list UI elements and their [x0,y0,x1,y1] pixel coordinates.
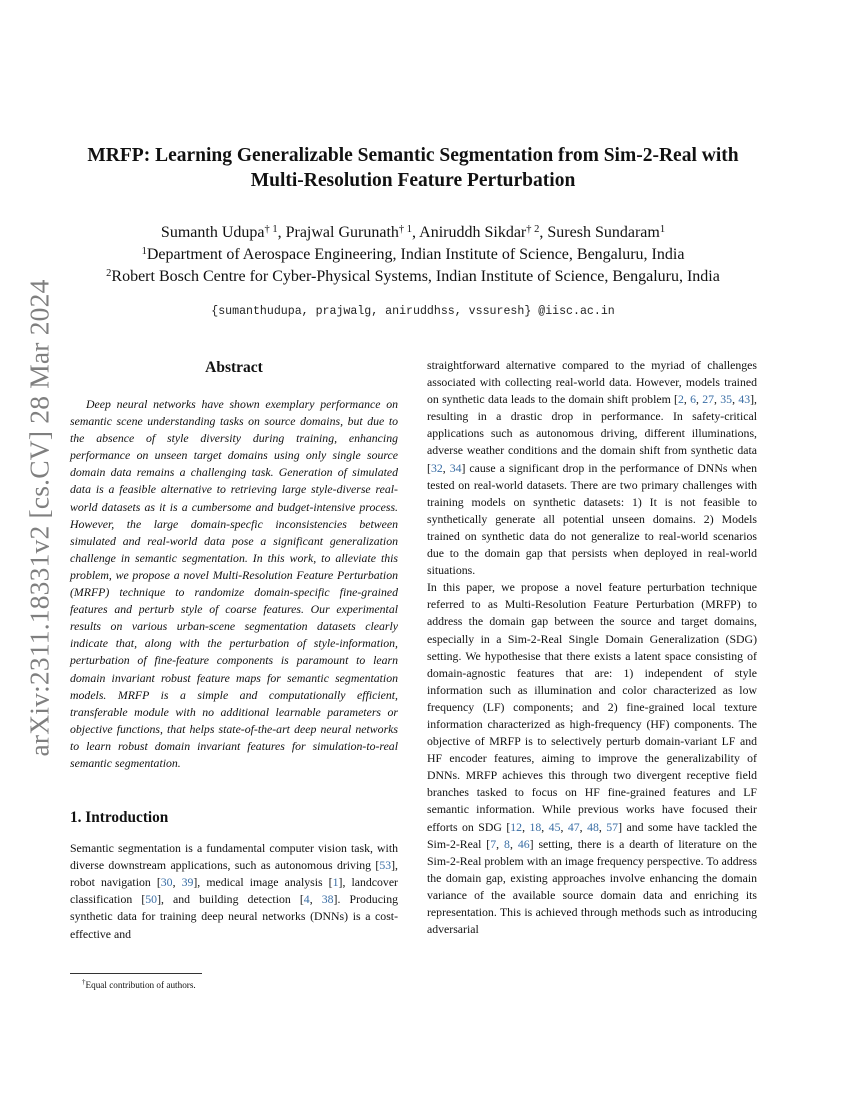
author-name: Aniruddh Sikdar [419,224,527,241]
citation-link[interactable]: 38 [321,892,334,907]
text-run: , [509,836,518,851]
author-name: Prajwal Gurunath [285,224,399,241]
author-mark: † 2 [526,224,540,235]
citation-link[interactable]: 18 [529,819,542,834]
author-emails: {sumanthudupa, prajwalg, aniruddhss, vssuresh} @iisc.ac.in [211,305,615,318]
author-mark: 1 [659,224,666,235]
left-column [70,358,398,943]
citation-link[interactable]: 1 [332,875,339,890]
title-line-1: MRFP: Learning Generalizable Semantic Segmentation from Sim-2-Real with [87,145,739,166]
text-run: straightforward alternative compared to the myriad of challenges associated with collecting real-world data. However, models trained on synthetic data leads to the domain shift problem [ [427,358,757,407]
author-names: Sumanth Udupa$^{\dagger 1}$, Prajwal Gurunath$^{\dagger 1}$, Aniruddh Sikdar$^{\dagger 2}$, Suresh Sundaram$^1$ [160,224,666,241]
author-mark: † 1 [398,224,413,235]
author-name: Sumanth Udupa [160,224,265,241]
citation-link[interactable]: 2 [677,392,684,407]
text-run: , [598,819,607,834]
citation-link[interactable]: 8 [504,836,510,851]
text-run: ], medical image analysis [ [193,875,333,890]
text-run: ] setting, there is a dearth of literature on the Sim-2-Real problem with an image frequency perspective. To address the domain gap, existing approaches involve enhancing the domain variance of the available source domain data and enriching its representation. This is achieved through methods such as introducing adversarial [427,836,757,937]
citation-link[interactable]: 27 [702,392,715,407]
intro-paragraph-continued [427,357,757,579]
citation-link[interactable]: 53 [379,858,392,873]
text-run: ], robot navigation [ [70,858,398,890]
citation-link[interactable]: 12 [510,819,523,834]
citation-link[interactable]: 45 [548,819,561,834]
introduction-heading: 1. Introduction [70,809,169,827]
citation-link[interactable]: 7 [490,836,497,851]
affiliation-mark: 1 [141,246,147,257]
affiliation-1 [60,244,766,266]
text-run: , [683,392,691,407]
text-run: , [560,819,568,834]
citation-link[interactable]: 46 [517,836,530,851]
arxiv-stamp [10,279,70,757]
author-mark: † 1 [264,224,278,235]
paper-title [60,143,766,193]
text-run: , [696,392,703,407]
text-run: ] and some have tackled the Sim-2-Real [ [427,819,757,851]
text-run: ], landcover classification [ [70,875,398,907]
abstract-text: Deep neural networks have shown exemplary performance on semantic scene understanding tasks on source domains, but due to the absence of style diversity during training, enhancing performance on unseen target domains using only single source domain data remains a challenging task. Generation of simulated data is a feasible alternative to retrieving large style-diverse real-world datasets as it is a cumbersome and budget-intensive process. However, the large domain-specfic inconsistencies between simulated and real-world data pose a significant generalization challenge in semantic segmentation. In this work, to alleviate this problem, we propose a novel Multi-Resolution Feature Perturbation (MRFP) technique to randomize domain-specific fine-grained features and perturb style of coarse features. Our experimental results on various urban-scene segmentation datasets clearly indicate that, along with the perturbation of style-information, perturbation of fine-feature components is paramount to learn domain invariant robust feature maps for semantic segmentation models. MRFP is a simple and computationally efficient, transferable module with no additional learnable parameters or objective functions, that helps state-of-the-art deep neural networks to learn robust domain invariant features for simulation-to-real semantic segmentation. [70,397,398,770]
text-run: In this paper, we propose a novel feature perturbation technique referred to as Multi-Resolution Feature Perturbation (MRFP) to address the domain gap between the source and target domains, especially in a Sim-2-Real Single Domain Generalization (SDG) setting. We hypothesise that there exists a latent space consisting of domain-agnostic features that are: 1) independent of style information such as illumination and color characterized as low frequency (LF) components; and 2) fine-grained local texture information characterized as high-frequency (HF) components. The objective of MRFP is to selectively perturb domain-variant LF and HF encoder features, aiming to improve the generalizability of DNNs. MRFP achieves this through two divergent receptive field branches tasked to focus on HF fine-grained features and LF semantic information. While previous works have focused their efforts on SDG [ [427,580,757,834]
intro-paragraph-2 [427,579,757,938]
footnote [82,976,196,991]
citation-link[interactable]: 4 [303,892,310,907]
text-run: ], resulting in a drastic drop in performance. In safety-critical applications such as autonomous driving, different illuminations, adverse weather conditions and the domain shift from synthetic data [ [427,392,757,475]
intro-paragraph-1 [70,840,398,943]
text-run: Semantic segmentation is a fundamental computer vision task, with diverse downstream applications, such as autonomous driving [ [70,841,398,873]
title-line-2: Multi-Resolution Feature Perturbation [250,170,576,191]
author-block [60,222,766,288]
citation-link[interactable]: 30 [160,875,173,890]
text-run: , [309,892,322,907]
footnote-rule [70,973,202,974]
text-run: , [714,392,721,407]
introduction-left-paragraph [70,840,398,943]
text-run: ] cause a significant drop in the performance of DNNs when tested on real-world datasets. There are two primary challenges with training models on synthetic datasets: 1) It is not feasible to synthetically generate all potential unseen domains. 2) Models trained on synthetic data do not generalize to real-world scenarios due to the domain gap that persists when deployed in real-world situations. [427,460,757,578]
citation-link[interactable]: 39 [181,875,194,890]
text-run: ]. Producing synthetic data for training deep neural networks (DNNs) is a cost-effective and [70,892,399,941]
text-run: ], and building detection [ [157,892,304,907]
text-run: , [732,392,739,407]
text-run: , [522,819,530,834]
arxiv-identifier: arXiv:2311.18331v2 [cs.CV] 28 Mar 2024 [24,279,56,757]
citation-link[interactable]: 43 [738,392,751,407]
citation-link[interactable]: 6 [690,392,697,407]
affiliation-text: Robert Bosch Centre for Cyber-Physical Systems, Indian Institute of Science, Bengaluru, India [111,268,720,285]
citation-link[interactable]: 47 [567,819,580,834]
citation-link[interactable]: 48 [587,819,599,834]
citation-link[interactable]: 32 [430,460,443,475]
text-run: , [442,460,450,475]
citation-link[interactable]: 57 [606,819,619,834]
text-run: , [579,819,588,834]
affiliation-text: Department of Aerospace Engineering, Indian Institute of Science, Bengaluru, India [146,246,685,263]
citation-link[interactable]: 34 [449,460,462,475]
text-run: , [496,836,505,851]
text-run: , [172,875,182,890]
footnote-mark: † [82,978,86,986]
introduction-right-text [427,357,757,938]
text-run: , [541,819,549,834]
affiliation-2 [60,266,766,288]
right-column [427,357,757,938]
footnote-text: Equal contribution of authors. [85,980,196,991]
author-name: Suresh Sundaram [547,224,660,241]
citation-link[interactable]: 35 [720,392,733,407]
abstract-heading: Abstract [205,359,263,376]
affiliation-mark: 2 [106,268,112,279]
citation-link[interactable]: 50 [145,892,158,907]
